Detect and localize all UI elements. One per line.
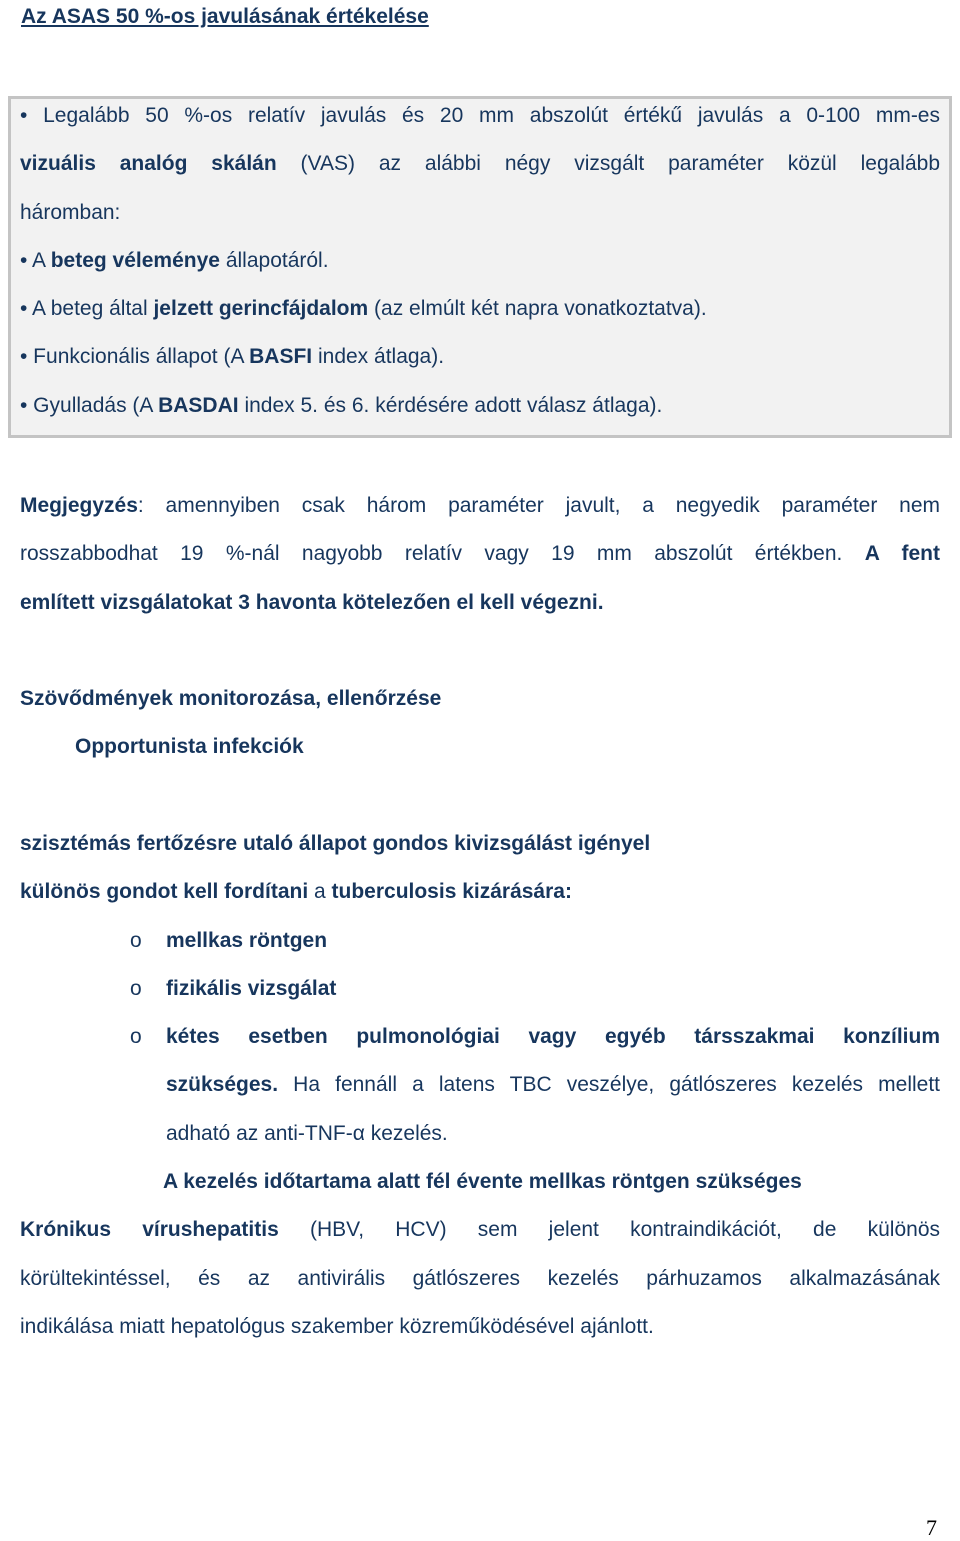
paragraph-tbc: különös gondot kell fordítani a tuberculosis kizárására:: [20, 880, 572, 903]
list-item-chest-xray: mellkas röntgen: [166, 929, 328, 952]
vas-term: vizuális analóg skálán: [20, 152, 277, 175]
hepatitis-line-1: Krónikus vírushepatitis (HBV, HCV) sem jelent kontraindikációt, de különös: [20, 1218, 940, 1241]
list-marker: o: [130, 977, 142, 1000]
list-marker: o: [130, 929, 142, 952]
paragraph-systemic: szisztémás fertőzésre utaló állapot gondos kivizsgálást igényel: [20, 832, 651, 855]
criteria-intro-line-1: • Legalább 50 %-os relatív javulás és 20 mm abszolút értékű javulás a 0-100 mm-es: [20, 104, 940, 127]
hepatitis-line-2: körültekintéssel, és az antivirális gátlószeres kezelés párhuzamos alkalmazásának: [20, 1267, 940, 1290]
note-line-3: említett vizsgálatokat 3 havonta kötelezően el kell végezni.: [20, 591, 604, 614]
criteria-intro-line-3: háromban:: [20, 201, 121, 224]
criteria-bullet-3: • Funkcionális állapot (A BASFI index átlaga).: [20, 345, 445, 368]
page-number: 7: [926, 1515, 937, 1540]
note-line-1: Megjegyzés: amennyiben csak három paraméter javult, a negyedik paraméter nem: [20, 494, 940, 517]
criteria-bullet-1: • A beteg véleménye állapotáról.: [20, 249, 329, 272]
page-title: Az ASAS 50 %-os javulásának értékelése: [21, 5, 429, 28]
criteria-bullet-4: • Gyulladás (A BASDAI index 5. és 6. kérdésére adott válasz átlaga).: [20, 394, 663, 417]
centered-emphasis: A kezelés időtartama alatt fél évente mellkas röntgen szükséges: [163, 1170, 802, 1193]
subsection-heading: Opportunista infekciók: [75, 735, 304, 758]
note-line-2: rosszabbodhat 19 %-nál nagyobb relatív vagy 19 mm abszolút értékben. A fent: [20, 542, 940, 565]
note-label: Megjegyzés: [20, 494, 138, 517]
list-marker: o: [130, 1025, 142, 1048]
list-item-physical-exam: fizikális vizsgálat: [166, 977, 337, 1000]
criteria-intro-line-2: vizuális analóg skálán (VAS) az alábbi négy vizsgált paraméter közül legalább: [20, 152, 940, 175]
list-item-consultation-line-3: adható az anti-TNF-α kezelés.: [166, 1122, 448, 1145]
criteria-bullet-2: • A beteg által jelzett gerincfájdalom (az elmúlt két napra vonatkoztatva).: [20, 297, 707, 320]
hepatitis-line-3: indikálása miatt hepatológus szakember közreműködésével ajánlott.: [20, 1315, 654, 1338]
section-heading: Szövődmények monitorozása, ellenőrzése: [20, 687, 442, 710]
list-item-consultation-line-2: szükséges. Ha fennáll a latens TBC veszélye, gátlószeres kezelés mellett: [166, 1073, 940, 1096]
list-item-consultation-line-1: kétes esetben pulmonológiai vagy egyéb társszakmai konzílium: [166, 1025, 940, 1048]
